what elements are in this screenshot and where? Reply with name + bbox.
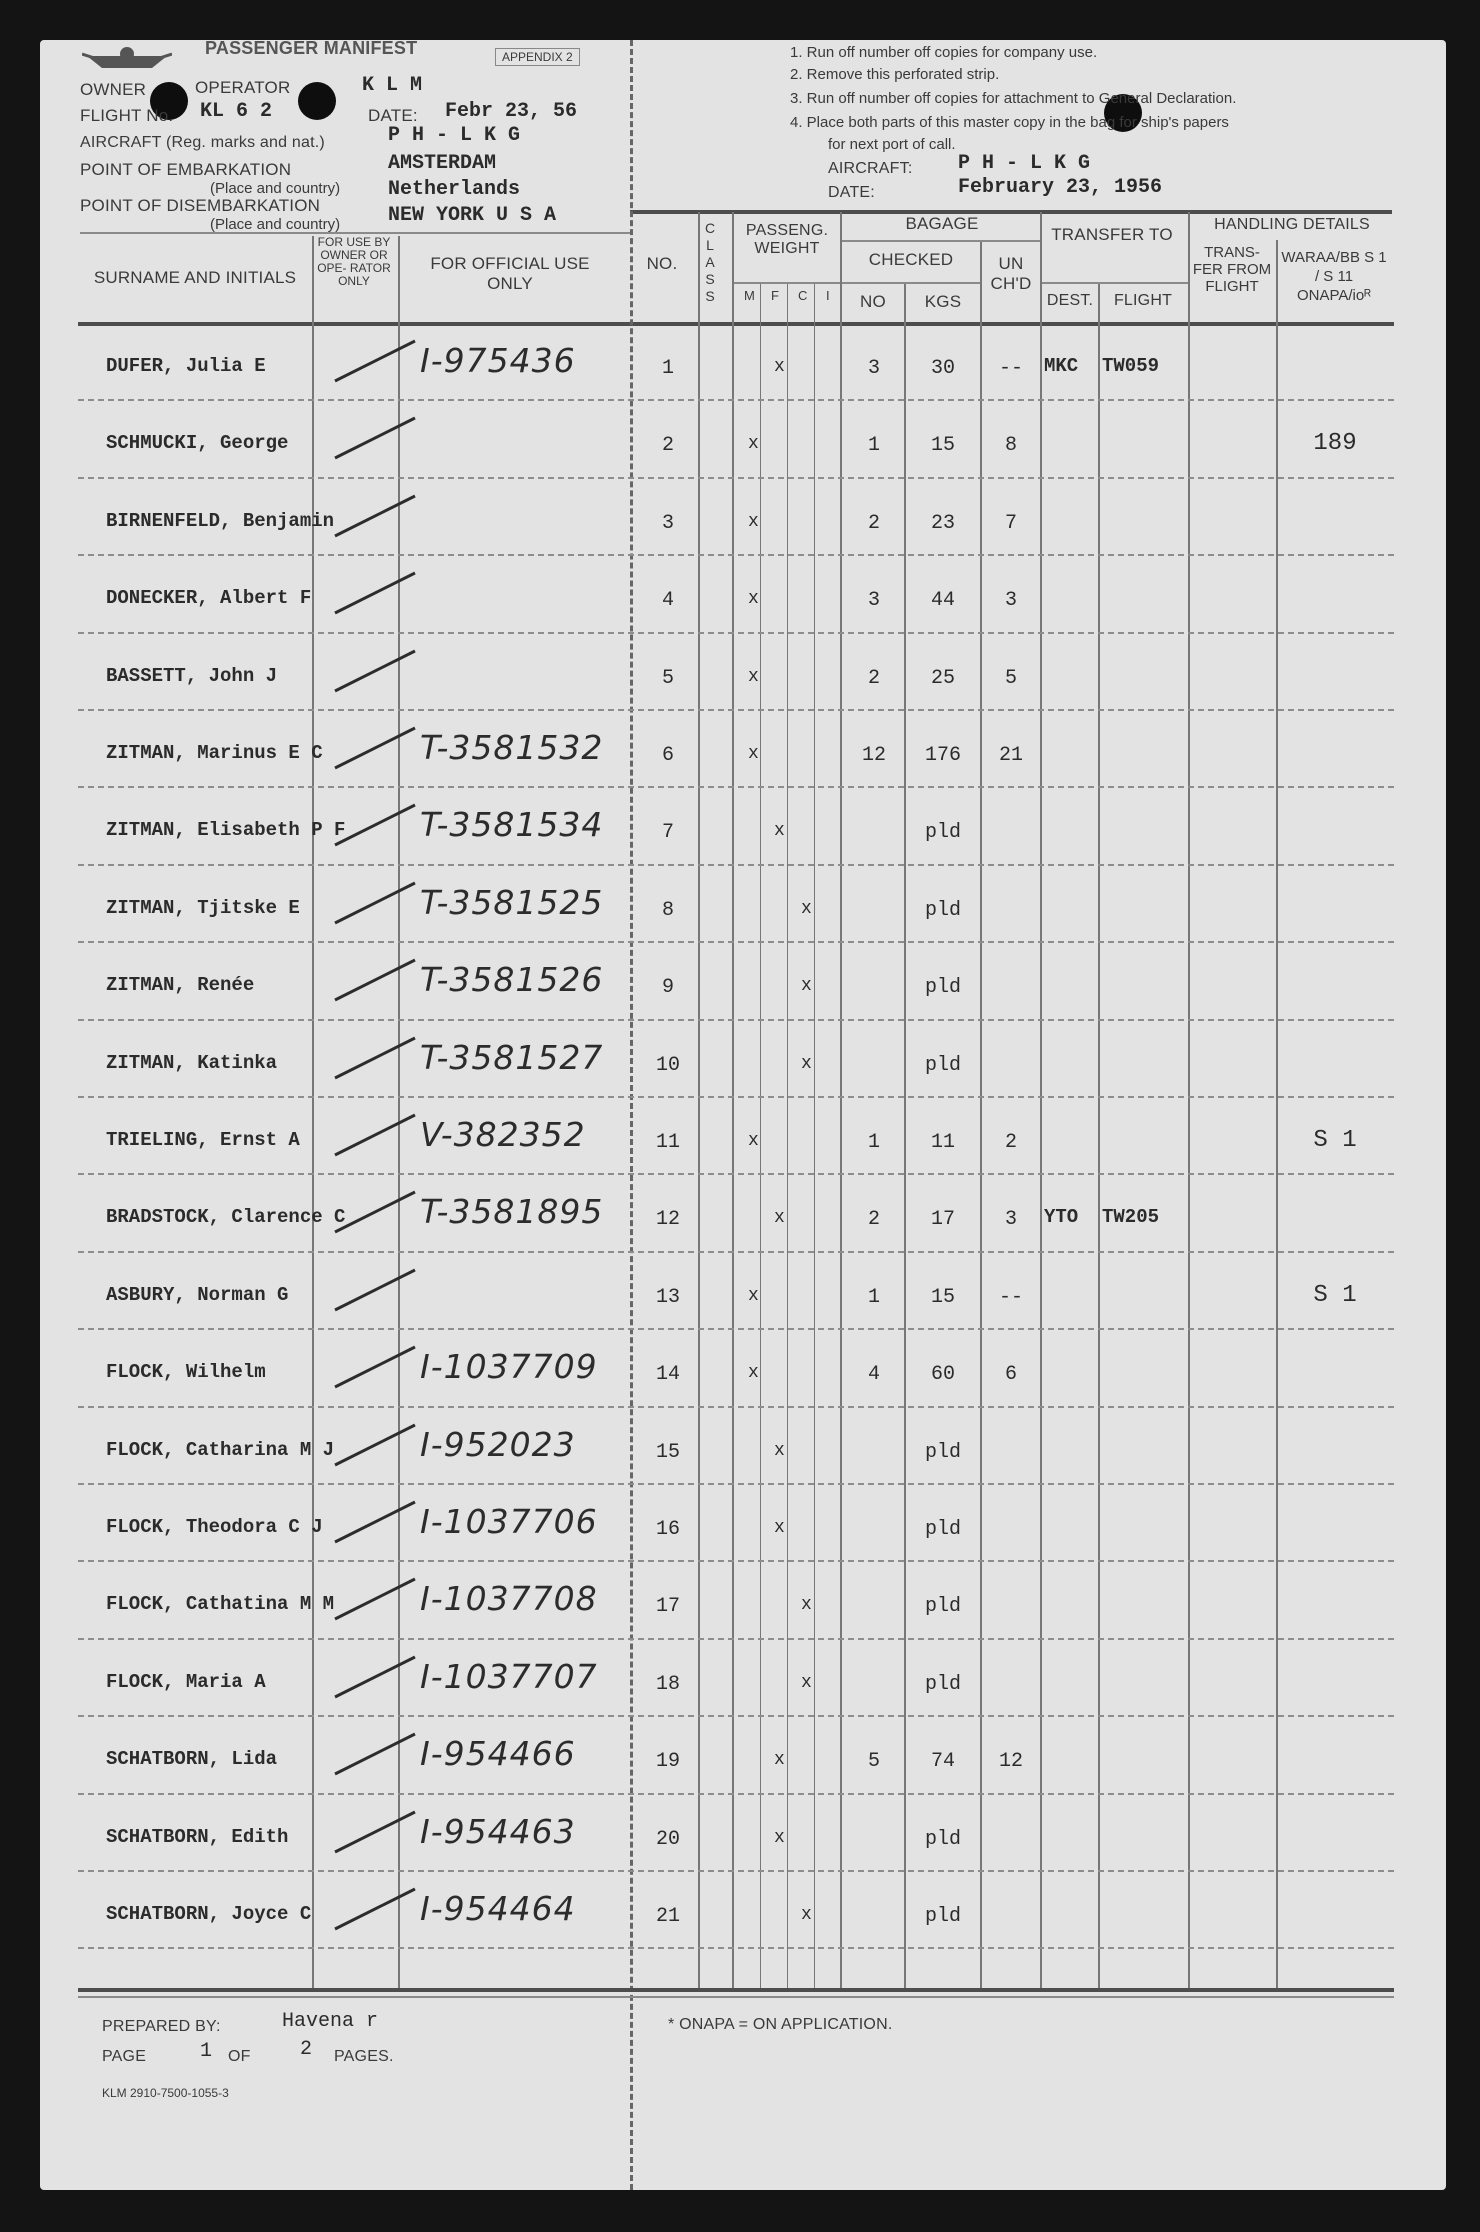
row-number: 4: [661, 589, 674, 613]
passenger-name: SCHATBORN, Joyce C: [106, 1903, 312, 1925]
handling-detail: 189: [1313, 430, 1357, 458]
official-number: I-1037706: [420, 1502, 598, 1541]
check-stroke-icon: [330, 801, 420, 851]
transfer-dest: MKC: [1044, 355, 1079, 377]
check-stroke-icon: [330, 1885, 420, 1935]
appendix-label: APPENDIX 2: [495, 48, 580, 66]
aircraft-value: P H - L K G: [388, 124, 521, 147]
bag-kgs: 25: [930, 666, 955, 690]
weight-mark: x: [774, 821, 785, 842]
weight-mark: x: [774, 1518, 785, 1538]
weight-sub-c: C: [798, 288, 808, 303]
bag-count: 5: [867, 1750, 880, 1774]
weight-sub-rule: [734, 282, 842, 284]
disembark-label: POINT OF DISEMBARKATION: [80, 196, 321, 215]
row-number: 17: [655, 1595, 680, 1619]
bag-count: 3: [867, 357, 880, 380]
bag-unchecked: 2: [1004, 1131, 1017, 1154]
row-separator: [78, 1793, 1394, 1795]
bag-count: 1: [867, 1285, 880, 1309]
vline-weight-f: [787, 284, 788, 1988]
col-no: NO.: [646, 254, 678, 273]
weight-mark: x: [801, 1672, 812, 1693]
klm-crown-logo: [82, 44, 172, 78]
place-country-label-1: (Place and country): [210, 180, 341, 197]
col-transfer-from: TRANS- FER FROM FLIGHT: [1192, 244, 1272, 295]
official-number: T-3581532: [420, 728, 604, 767]
weight-sub-f: F: [771, 288, 779, 303]
col-unchd: UN CH'D: [990, 254, 1032, 293]
aircraft-label: AIRCRAFT (Reg. marks and nat.): [80, 134, 325, 151]
bag-unchecked: --: [998, 357, 1023, 380]
embark-country: Netherlands: [388, 178, 521, 201]
weight-mark: x: [801, 898, 812, 919]
passenger-name: SCHATBORN, Lida: [106, 1748, 278, 1771]
disembark-value: NEW YORK U S A: [388, 204, 557, 227]
weight-mark: x: [748, 666, 759, 687]
form-title: PASSENGER MANIFEST: [205, 38, 418, 58]
bagage-sub-rule: [842, 240, 1042, 242]
check-stroke-icon: [330, 569, 420, 619]
embark-label: POINT OF EMBARKATION: [80, 160, 292, 179]
page-value: 1: [200, 2040, 213, 2063]
passenger-name: BIRNENFELD, Benjamin: [106, 509, 335, 532]
check-stroke-icon: [330, 647, 420, 697]
instruction-1: 1. Run off number off copies for company use.: [790, 44, 1098, 61]
bag-count: 12: [861, 744, 886, 767]
row-separator: [78, 786, 1394, 788]
bag-count: 1: [867, 1131, 880, 1154]
bag-unchecked: 5: [1004, 666, 1017, 690]
check-stroke-icon: [330, 1808, 420, 1858]
row-separator: [78, 399, 1394, 401]
bag-kgs: 15: [930, 1285, 955, 1309]
bag-count: 2: [867, 1208, 880, 1232]
instruction-5: for next port of call.: [828, 136, 956, 153]
checked-sub-rule: [842, 282, 980, 284]
col-bag-no: NO: [860, 292, 886, 311]
official-number: T-3581527: [420, 1037, 604, 1077]
date-label: DATE:: [368, 106, 418, 125]
weight-mark: x: [748, 589, 759, 610]
weight-mark: x: [748, 511, 759, 532]
row-separator: [78, 1638, 1394, 1640]
handling-detail: S 1: [1313, 1281, 1357, 1309]
row-separator: [78, 1096, 1394, 1098]
bag-count: 4: [867, 1363, 880, 1387]
row-number: 1: [661, 357, 674, 380]
row-separator: [78, 709, 1394, 711]
prepared-value: Havena r: [282, 2010, 379, 2033]
bag-unchecked: 3: [1004, 589, 1017, 613]
bag-kgs: pld: [924, 1440, 961, 1464]
official-number: T-3581895: [420, 1192, 604, 1232]
table-bottom-rule: [78, 1988, 1394, 1992]
instruction-4: 4. Place both parts of this master copy in the bag for ship's papers: [790, 114, 1229, 131]
row-separator: [78, 1019, 1394, 1021]
check-stroke-icon: [330, 724, 420, 774]
row-separator: [78, 1483, 1394, 1485]
check-stroke-icon: [330, 492, 420, 542]
bag-kgs: 44: [930, 589, 955, 613]
bag-kgs: pld: [924, 1053, 961, 1077]
passenger-name: TRIELING, Ernst A: [106, 1129, 300, 1151]
check-stroke-icon: [330, 1188, 420, 1238]
row-separator: [78, 1560, 1394, 1562]
check-stroke-icon: [330, 1111, 420, 1161]
bag-count: 2: [867, 666, 880, 690]
bag-count: 2: [867, 511, 880, 535]
owner-value: K L M: [362, 74, 423, 97]
passenger-name: SCHMUCKI, George: [106, 432, 289, 455]
weight-mark: x: [774, 357, 785, 377]
weight-mark: x: [748, 1285, 759, 1306]
flight-value: KL 6 2: [200, 100, 273, 123]
embark-value: AMSTERDAM: [388, 152, 497, 175]
row-number: 21: [655, 1905, 680, 1928]
passenger-name: BASSETT, John J: [106, 664, 278, 687]
col-transfer-to: TRANSFER TO: [1051, 225, 1173, 244]
row-number: 12: [655, 1208, 680, 1232]
vline-weight-m: [760, 284, 761, 1988]
right-date-label: DATE:: [828, 184, 875, 201]
passenger-name: FLOCK, Theodora C J: [106, 1516, 323, 1538]
instruction-3: 3. Run off number off copies for attachment to General Declaration.: [790, 90, 1237, 107]
check-stroke-icon: [330, 1034, 420, 1084]
bag-unchecked: 7: [1004, 511, 1017, 535]
bag-unchecked: 6: [1004, 1363, 1017, 1387]
bag-kgs: pld: [924, 898, 961, 922]
bag-kgs: pld: [924, 1672, 961, 1696]
row-separator: [78, 632, 1394, 634]
passenger-name: FLOCK, Catharina M J: [106, 1438, 335, 1461]
passenger-name: ASBURY, Norman G: [106, 1283, 289, 1306]
weight-mark: x: [748, 434, 759, 455]
official-number: I-952023: [420, 1424, 576, 1464]
check-stroke-icon: [330, 1421, 420, 1471]
vline-bagno-right: [904, 284, 906, 1988]
row-number: 2: [661, 434, 674, 458]
bag-unchecked: 8: [1004, 434, 1017, 458]
check-stroke-icon: [330, 1343, 420, 1393]
vline-official-right: [630, 40, 633, 2190]
transfer-flight: TW059: [1102, 355, 1160, 377]
bag-kgs: 74: [930, 1750, 955, 1774]
passenger-name: ZITMAN, Katinka: [106, 1051, 278, 1074]
row-separator: [78, 554, 1394, 556]
date-value: Febr 23, 56: [445, 100, 578, 123]
weight-mark: x: [774, 1827, 785, 1848]
passenger-name: DONECKER, Albert F: [106, 587, 312, 610]
col-bagage: BAGAGE: [905, 214, 979, 233]
bag-count: 1: [867, 434, 880, 458]
vline-kgs-right: [980, 242, 982, 1988]
check-stroke-icon: [330, 1653, 420, 1703]
row-separator: [78, 864, 1394, 866]
col-handling: HANDLING DETAILS: [1214, 216, 1370, 233]
weight-mark: x: [774, 1208, 785, 1229]
bag-unchecked: 12: [998, 1750, 1023, 1774]
passenger-name: FLOCK, Wilhelm: [106, 1361, 266, 1384]
col-passeng-weight: PASSENG. WEIGHT: [745, 222, 829, 257]
weight-mark: x: [748, 1363, 759, 1384]
row-number: 14: [655, 1363, 680, 1387]
col-surname: SURNAME AND INITIALS: [93, 268, 297, 287]
col-dest: DEST.: [1046, 292, 1094, 309]
check-stroke-icon: [330, 414, 420, 464]
of-label: OF: [228, 2048, 251, 2065]
row-number: 7: [661, 821, 674, 845]
check-stroke-icon: [330, 1730, 420, 1780]
passenger-name: ZITMAN, Tjitske E: [106, 896, 300, 919]
vline-dest-right: [1098, 284, 1100, 1988]
punch-hole-2: [298, 82, 336, 120]
passenger-name: BRADSTOCK, Clarence C: [106, 1206, 346, 1229]
right-date-value: February 23, 1956: [958, 176, 1163, 199]
row-number: 3: [661, 511, 674, 535]
official-number: T-3581526: [420, 960, 604, 1000]
row-separator: [78, 1328, 1394, 1330]
vline-weight-c: [814, 284, 815, 1988]
official-number: I-1037708: [420, 1579, 598, 1619]
weight-sub-m: M: [744, 288, 755, 303]
bag-kgs: 17: [930, 1208, 955, 1232]
passenger-name: DUFER, Julia E: [106, 355, 266, 377]
bag-kgs: pld: [924, 1827, 961, 1851]
place-country-label-2: (Place and country): [210, 216, 341, 233]
col-kgs: KGS: [924, 292, 962, 311]
passenger-name: ZITMAN, Renée: [106, 974, 255, 997]
row-number: 6: [661, 744, 674, 767]
handling-detail: S 1: [1313, 1127, 1357, 1154]
check-stroke-icon: [330, 1266, 420, 1316]
row-number: 9: [661, 976, 674, 1000]
row-number: 10: [655, 1053, 680, 1077]
row-number: 13: [655, 1285, 680, 1309]
row-separator: [78, 1947, 1394, 1949]
official-number: T-3581525: [420, 882, 604, 922]
vline-surname-right: [312, 236, 314, 1988]
weight-mark: x: [748, 744, 759, 764]
bag-kgs: 60: [930, 1363, 955, 1387]
transfer-flight: TW205: [1102, 1206, 1160, 1229]
col-class: C L A S S: [704, 220, 716, 304]
row-separator: [78, 1870, 1394, 1872]
transfer-dest: YTO: [1044, 1206, 1079, 1229]
bag-unchecked: 3: [1004, 1208, 1017, 1232]
row-number: 16: [655, 1518, 680, 1541]
header-left-rule: [80, 232, 630, 234]
bag-kgs: pld: [924, 1518, 961, 1541]
vline-transfrom-right: [1276, 240, 1278, 1988]
weight-sub-i: I: [826, 288, 830, 303]
official-number: I-975436: [420, 341, 576, 380]
passenger-name: ZITMAN, Elisabeth P F: [106, 819, 346, 842]
official-number: I-954466: [420, 1734, 576, 1774]
bag-kgs: 176: [924, 744, 961, 767]
bag-kgs: 30: [930, 357, 955, 380]
onapa-note: * ONAPA = ON APPLICATION.: [668, 2016, 893, 2033]
bag-kgs: 11: [930, 1131, 955, 1154]
bag-kgs: 15: [930, 434, 955, 458]
bag-kgs: 23: [930, 511, 955, 535]
row-separator: [78, 1173, 1394, 1175]
header-bottom-rule: [78, 322, 1394, 326]
check-stroke-icon: [330, 337, 420, 387]
page-label: PAGE: [102, 2048, 147, 2065]
weight-mark: x: [801, 1595, 812, 1616]
pages-label: PAGES.: [334, 2048, 394, 2065]
bag-kgs: pld: [924, 976, 961, 1000]
owner-label: OWNER: [80, 80, 147, 99]
bag-unchecked: 21: [998, 744, 1023, 767]
check-stroke-icon: [330, 1498, 420, 1548]
official-number: I-1037707: [420, 1656, 598, 1696]
passenger-name: FLOCK, Cathatina M M: [106, 1593, 335, 1616]
official-number: I-1037709: [420, 1347, 598, 1387]
of-value: 2: [300, 2038, 313, 2061]
passenger-name: ZITMAN, Marinus E C: [106, 742, 323, 764]
flight-label: FLIGHT No.: [80, 106, 174, 125]
col-flight: FLIGHT: [1113, 292, 1173, 309]
bag-unchecked: --: [998, 1285, 1023, 1309]
weight-mark: x: [801, 1053, 812, 1074]
row-separator: [78, 1715, 1394, 1717]
row-number: 5: [661, 666, 674, 690]
bag-kgs: pld: [924, 1595, 961, 1619]
col-waraa: WARAA/BB S 1 / S 11 ONAPA/ioᴿ: [1281, 249, 1387, 304]
passenger-name: FLOCK, Maria A: [106, 1670, 266, 1693]
bag-kgs: pld: [924, 1905, 961, 1928]
check-stroke-icon: [330, 879, 420, 929]
row-separator: [78, 1251, 1394, 1253]
col-official: FOR OFFICIAL USE ONLY: [430, 254, 590, 293]
row-number: 18: [655, 1672, 680, 1696]
table-bottom-rule-2: [78, 1996, 1394, 1998]
instruction-2: 2. Remove this perforated strip.: [790, 66, 1000, 83]
official-number: V-382352: [420, 1115, 586, 1154]
bag-kgs: pld: [924, 821, 961, 845]
row-number: 20: [655, 1827, 680, 1851]
row-separator: [78, 1406, 1394, 1408]
weight-mark: x: [748, 1131, 759, 1151]
official-number: I-954464: [420, 1889, 576, 1928]
row-number: 19: [655, 1750, 680, 1774]
check-stroke-icon: [330, 1575, 420, 1625]
weight-mark: x: [774, 1440, 785, 1461]
row-number: 8: [661, 898, 674, 922]
form-code: KLM 2910-7500-1055-3: [102, 2086, 229, 2100]
row-separator: [78, 477, 1394, 479]
col-checked: CHECKED: [868, 250, 954, 269]
row-number: 11: [655, 1131, 680, 1154]
right-aircraft-value: P H - L K G: [958, 152, 1091, 175]
row-number: 15: [655, 1440, 680, 1464]
right-aircraft-label: AIRCRAFT:: [828, 160, 913, 177]
operator-label: OPERATOR: [195, 78, 291, 97]
col-for-use-by: FOR USE BY OWNER OR OPE- RATOR ONLY: [317, 235, 391, 288]
passenger-name: SCHATBORN, Edith: [106, 1825, 289, 1848]
official-number: I-954463: [420, 1811, 576, 1851]
weight-mark: x: [774, 1750, 785, 1771]
official-number: T-3581534: [420, 805, 604, 845]
bag-count: 3: [867, 589, 880, 613]
weight-mark: x: [801, 976, 812, 997]
transfer-sub-rule: [1040, 282, 1190, 284]
row-separator: [78, 941, 1394, 943]
prepared-label: PREPARED BY:: [102, 2018, 221, 2035]
weight-mark: x: [801, 1905, 812, 1925]
check-stroke-icon: [330, 956, 420, 1006]
